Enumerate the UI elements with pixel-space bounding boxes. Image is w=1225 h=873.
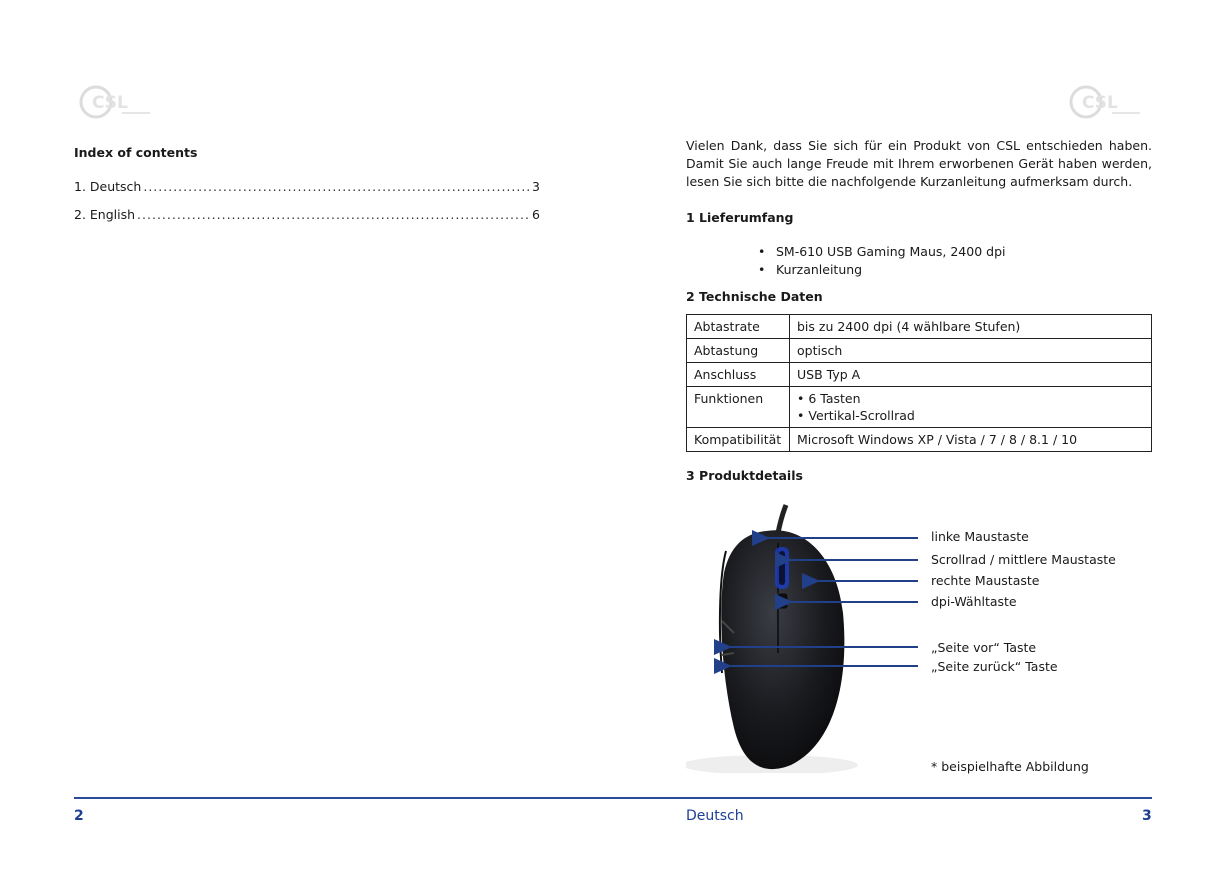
footer-rule	[74, 797, 1152, 799]
spec-value: Microsoft Windows XP / Vista / 7 / 8 / 8.1 / 10	[790, 428, 1152, 452]
svg-text:CSL: CSL	[1082, 93, 1118, 113]
spec-key: Anschluss	[687, 363, 790, 387]
product-diagram	[686, 503, 1156, 773]
callout-left-button: linke Maustaste	[931, 529, 1029, 544]
toc-entry-label: 2. English	[74, 207, 136, 222]
svg-text:CSL: CSL	[92, 93, 128, 113]
table-row	[687, 363, 1152, 387]
heading-technische-daten: 2 Technische Daten	[686, 289, 823, 304]
table-row	[687, 339, 1152, 363]
callout-dpi-button: dpi-Wähltaste	[931, 594, 1017, 609]
spec-key: Funktionen	[687, 387, 790, 428]
toc-leader-dots	[143, 179, 530, 194]
spec-value: bis zu 2400 dpi (4 wählbare Stufen)	[790, 315, 1152, 339]
table-row	[687, 315, 1152, 339]
toc-entry-label: 1. Deutsch	[74, 179, 142, 194]
footer-language: Deutsch	[686, 808, 744, 824]
intro-paragraph: Vielen Dank, dass Sie sich für ein Produkt von CSL entschieden haben. Damit Sie auch lange Freude mit Ihrem erworbenen Gerät haben werden, lesen Sie sich bitte die nachfolgende Kurzanleitung aufmerksam durch.	[686, 138, 1152, 189]
spec-value: USB Typ A	[790, 363, 1152, 387]
spec-value	[790, 387, 1152, 428]
spec-key: Abtastung	[687, 339, 790, 363]
function-item: • 6 Tasten	[797, 390, 1144, 407]
function-item: • Vertikal-Scrollrad	[797, 407, 1144, 424]
toc-leader-dots	[137, 207, 530, 222]
dpi-button	[777, 593, 788, 609]
footnote: * beispielhafte Abbildung	[931, 759, 1089, 774]
csl-logo-left	[78, 84, 156, 120]
table-row	[687, 387, 1152, 428]
toc-entry-page: 3	[532, 179, 540, 194]
mouse-illustration	[686, 503, 1156, 773]
spec-key: Abtastrate	[687, 315, 790, 339]
heading-lieferumfang: 1 Lieferumfang	[686, 210, 794, 225]
page-number-left: 2	[74, 808, 84, 824]
toc-title: Index of contents	[74, 145, 198, 160]
table-row	[687, 428, 1152, 452]
spec-table	[686, 314, 1152, 452]
toc-entry-deutsch[interactable]	[74, 179, 540, 194]
spec-key: Kompatibilität	[687, 428, 790, 452]
heading-produktdetails: 3 Produktdetails	[686, 468, 803, 483]
toc-entry-english[interactable]	[74, 207, 540, 222]
callout-back-button: „Seite zurück“ Taste	[931, 659, 1058, 674]
csl-logo-right	[1068, 84, 1146, 120]
lieferumfang-list	[758, 243, 1005, 278]
list-item: • Kurzanleitung	[758, 261, 1005, 279]
callout-forward-button: „Seite vor“ Taste	[931, 640, 1037, 655]
toc-entry-page: 6	[532, 207, 540, 222]
callout-scroll-wheel: Scrollrad / mittlere Maustaste	[931, 552, 1116, 567]
spec-value: optisch	[790, 339, 1152, 363]
list-item: • SM-610 USB Gaming Maus, 2400 dpi	[758, 243, 1005, 261]
callout-right-button: rechte Maustaste	[931, 573, 1040, 588]
page-number-right: 3	[1142, 808, 1152, 824]
